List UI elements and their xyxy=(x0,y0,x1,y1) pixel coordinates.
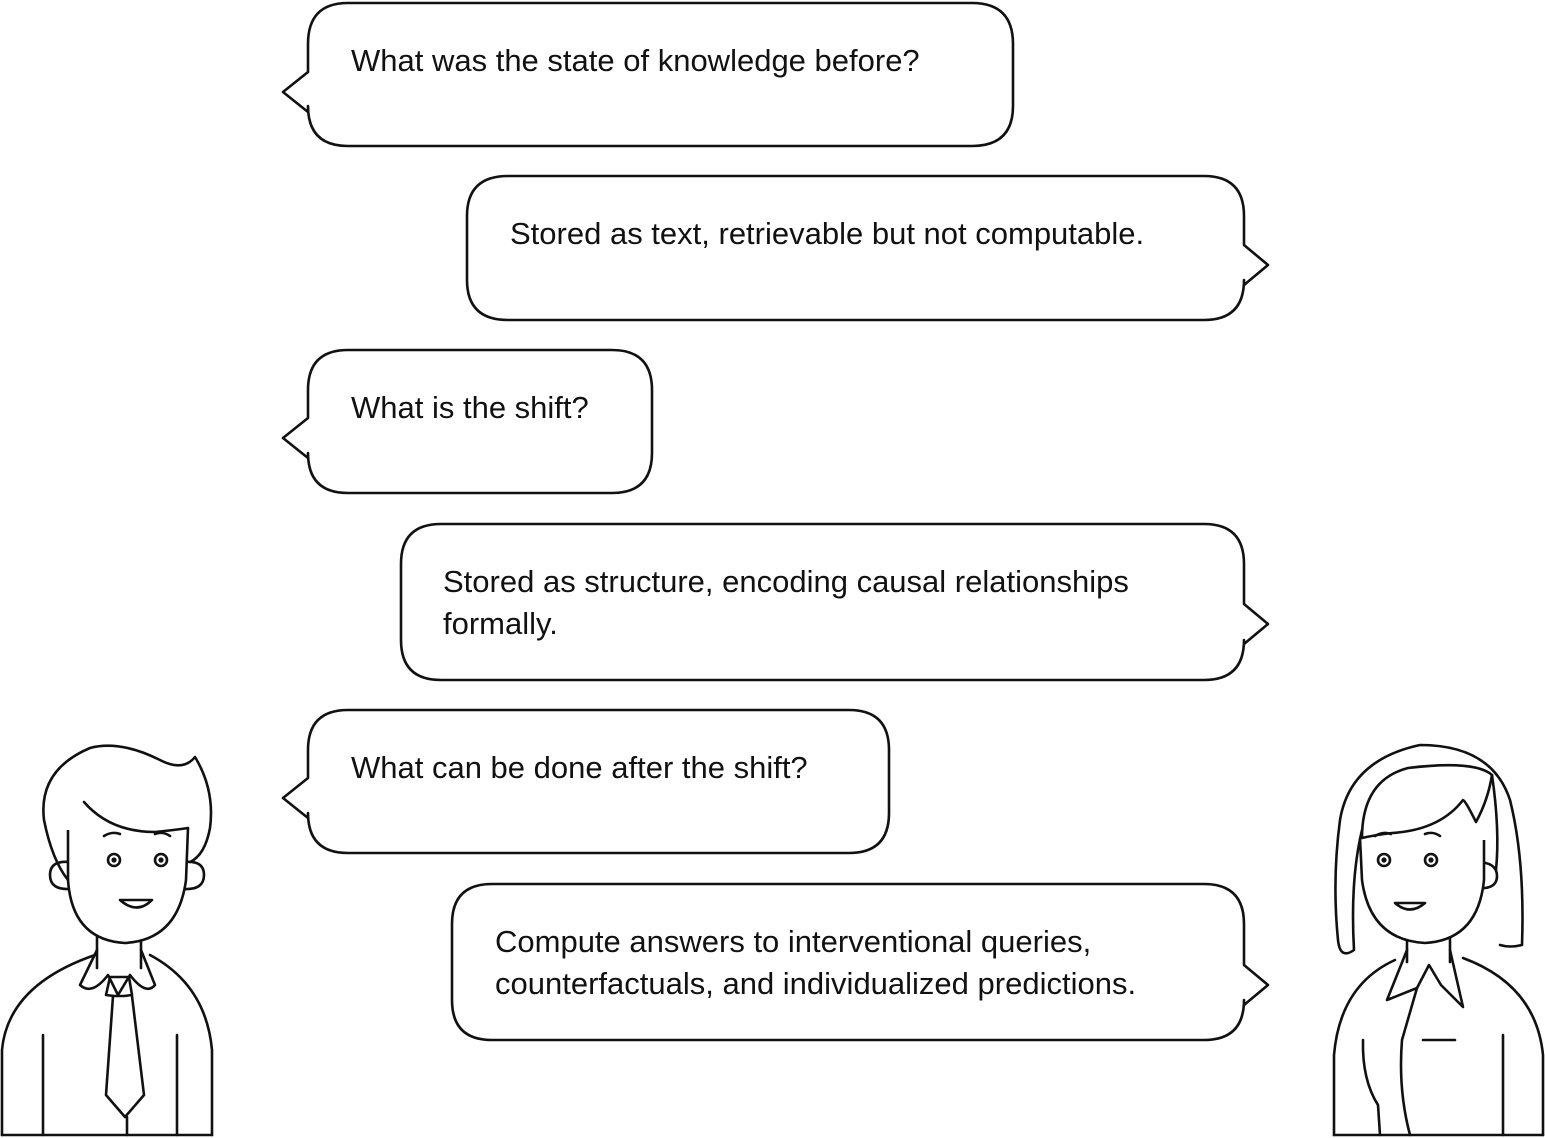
man-figure xyxy=(2,746,212,1135)
bubble-1-text: What was the state of knowledge before? xyxy=(351,43,920,78)
bubble-3-text: What is the shift? xyxy=(351,390,589,425)
bubble-4-text: Stored as structure, encoding causal relationships formally. xyxy=(443,564,1129,641)
bubble-6-text: Compute answers to interventional queries, counterfactuals, and individualized predictions. xyxy=(495,924,1137,1001)
woman-figure xyxy=(1334,745,1543,1135)
bubble-2-text: Stored as text, retrievable but not computable. xyxy=(510,216,1145,251)
bubble-5-text: What can be done after the shift? xyxy=(351,750,808,785)
